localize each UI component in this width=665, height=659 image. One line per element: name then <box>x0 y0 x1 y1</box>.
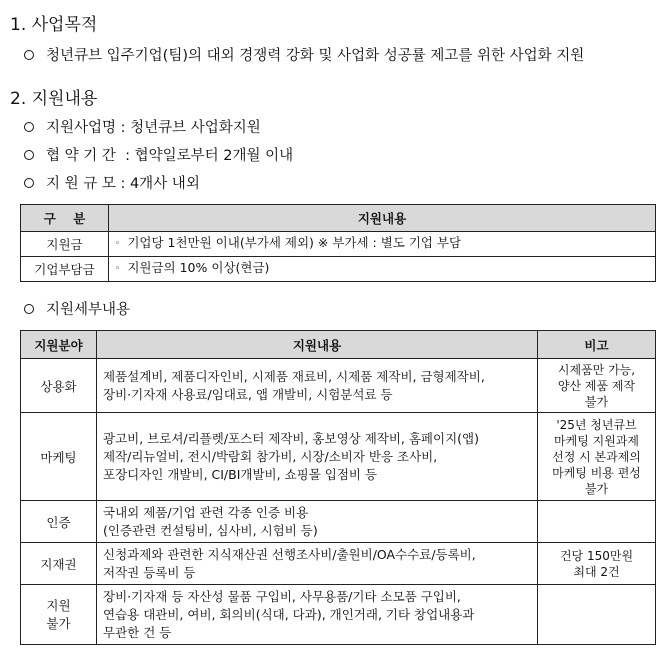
detail-title <box>24 298 130 319</box>
note-line: 마케팅 비용 편성 <box>552 465 641 480</box>
small-bullet-icon: ◦ <box>115 239 121 249</box>
circle-bullet-icon <box>24 50 34 60</box>
row-content-text: 기업당 1천만원 이내(부가세 제외) ※ 부가세 : 별도 기업 부담 <box>127 235 462 250</box>
detail-title-text: 지원세부내용 <box>46 302 131 318</box>
support-summary-table <box>20 204 656 282</box>
section-1-item <box>24 44 584 65</box>
header-note: 비고 <box>538 331 656 359</box>
section-2-title: 2. 지원내용 <box>10 89 98 109</box>
row-label: 기업부담금 <box>21 257 109 282</box>
content-line: 국내외 제품/기업 관련 각종 인증 비용 <box>103 504 309 520</box>
field-line: 불가 <box>46 615 71 631</box>
note-line: 불가 <box>584 481 609 496</box>
header-field: 지원분야 <box>21 331 97 359</box>
note-line: 시제품만 가능, <box>557 362 636 377</box>
field-cell: 지재권 <box>21 543 97 585</box>
content-line: (인증관련 컨설팅비, 심사비, 시험비 등) <box>103 522 318 538</box>
section-2-item <box>24 172 200 193</box>
content-line: 신청과제와 관련한 지식재산권 선행조사비/출원비/OA수수료/등록비, <box>103 546 476 562</box>
note-cell <box>538 543 656 585</box>
row-content <box>109 232 656 257</box>
purpose-text: 청년큐브 입주기업(팀)의 대외 경쟁력 강화 및 사업화 성공률 제고를 위한 사업화 지원 <box>46 48 585 64</box>
note-line: 최대 2건 <box>573 564 620 579</box>
content-cell <box>97 413 538 501</box>
section-2-item <box>24 116 261 137</box>
content-line: 연습용 대관비, 여비, 회의비(식대, 다과), 개인거래, 기타 창업내용과 <box>103 606 475 622</box>
circle-bullet-icon <box>24 122 34 132</box>
content-line: 제작/리뉴얼비, 전시/박람회 참가비, 시장/소비자 반응 조사비, <box>103 448 438 464</box>
row-label: 지원금 <box>21 232 109 257</box>
content-cell <box>97 501 538 543</box>
content-line: 무관한 건 등 <box>103 624 172 640</box>
content-line: 저작권 등록비 등 <box>103 564 196 580</box>
note-line: 불가 <box>584 394 609 409</box>
content-cell <box>97 543 538 585</box>
header-content: 지원내용 <box>97 331 538 359</box>
table-row <box>21 232 656 257</box>
note-line: '25년 청년큐브 <box>556 417 637 432</box>
row-content-text: 지원금의 10% 이상(현금) <box>127 260 270 275</box>
table-row <box>21 501 656 543</box>
table-row <box>21 543 656 585</box>
note-cell <box>538 413 656 501</box>
field-line: 지원 <box>46 597 71 613</box>
circle-bullet-icon <box>24 178 34 188</box>
contract-period: 협 약 기 간 : 협약일로부터 2개월 이내 <box>46 148 294 164</box>
table-header-row <box>21 331 656 359</box>
table-row <box>21 413 656 501</box>
content-line: 장비·기자재 사용료/임대료, 앱 개발비, 시험분석료 등 <box>103 386 393 402</box>
field-cell: 마케팅 <box>21 413 97 501</box>
row-content <box>109 257 656 282</box>
content-line: 제품설계비, 제품디자인비, 시제품 재료비, 시제품 제작비, 금형제작비, <box>103 368 485 384</box>
table-row <box>21 257 656 282</box>
circle-bullet-icon <box>24 150 34 160</box>
content-cell <box>97 359 538 413</box>
note-line: 양산 제품 제작 <box>557 378 636 393</box>
table-row <box>21 359 656 413</box>
note-line: 건당 150만원 <box>559 548 634 563</box>
header-content: 지원내용 <box>109 205 656 232</box>
content-line: 장비·기자재 등 자산성 물품 구입비, 사무용품/기타 소모품 구입비, <box>103 588 461 604</box>
section-1-title: 1. 사업목적 <box>10 15 98 35</box>
field-cell <box>21 585 97 645</box>
note-cell <box>538 501 656 543</box>
support-scale: 지 원 규 모 : 4개사 내외 <box>46 176 200 192</box>
program-name: 지원사업명 : 청년큐브 사업화지원 <box>46 120 261 136</box>
note-cell <box>538 585 656 645</box>
field-cell: 상용화 <box>21 359 97 413</box>
circle-bullet-icon <box>24 304 34 314</box>
content-cell <box>97 585 538 645</box>
content-line: 포장디자인 개발비, CI/BI개발비, 쇼핑몰 입점비 등 <box>103 466 378 482</box>
section-2-item <box>24 144 293 165</box>
table-header-row <box>21 205 656 232</box>
table-row <box>21 585 656 645</box>
note-line: 선정 시 본과제의 <box>552 449 641 464</box>
header-category: 구 분 <box>21 205 109 232</box>
small-bullet-icon: ◦ <box>115 264 121 274</box>
content-line: 광고비, 브로셔/리플렛/포스터 제작비, 홍보영상 제작비, 홈페이지(앱) <box>103 430 479 446</box>
field-cell: 인증 <box>21 501 97 543</box>
note-cell <box>538 359 656 413</box>
note-line: 마케팅 지원과제 <box>554 433 639 448</box>
support-detail-table <box>20 330 656 645</box>
